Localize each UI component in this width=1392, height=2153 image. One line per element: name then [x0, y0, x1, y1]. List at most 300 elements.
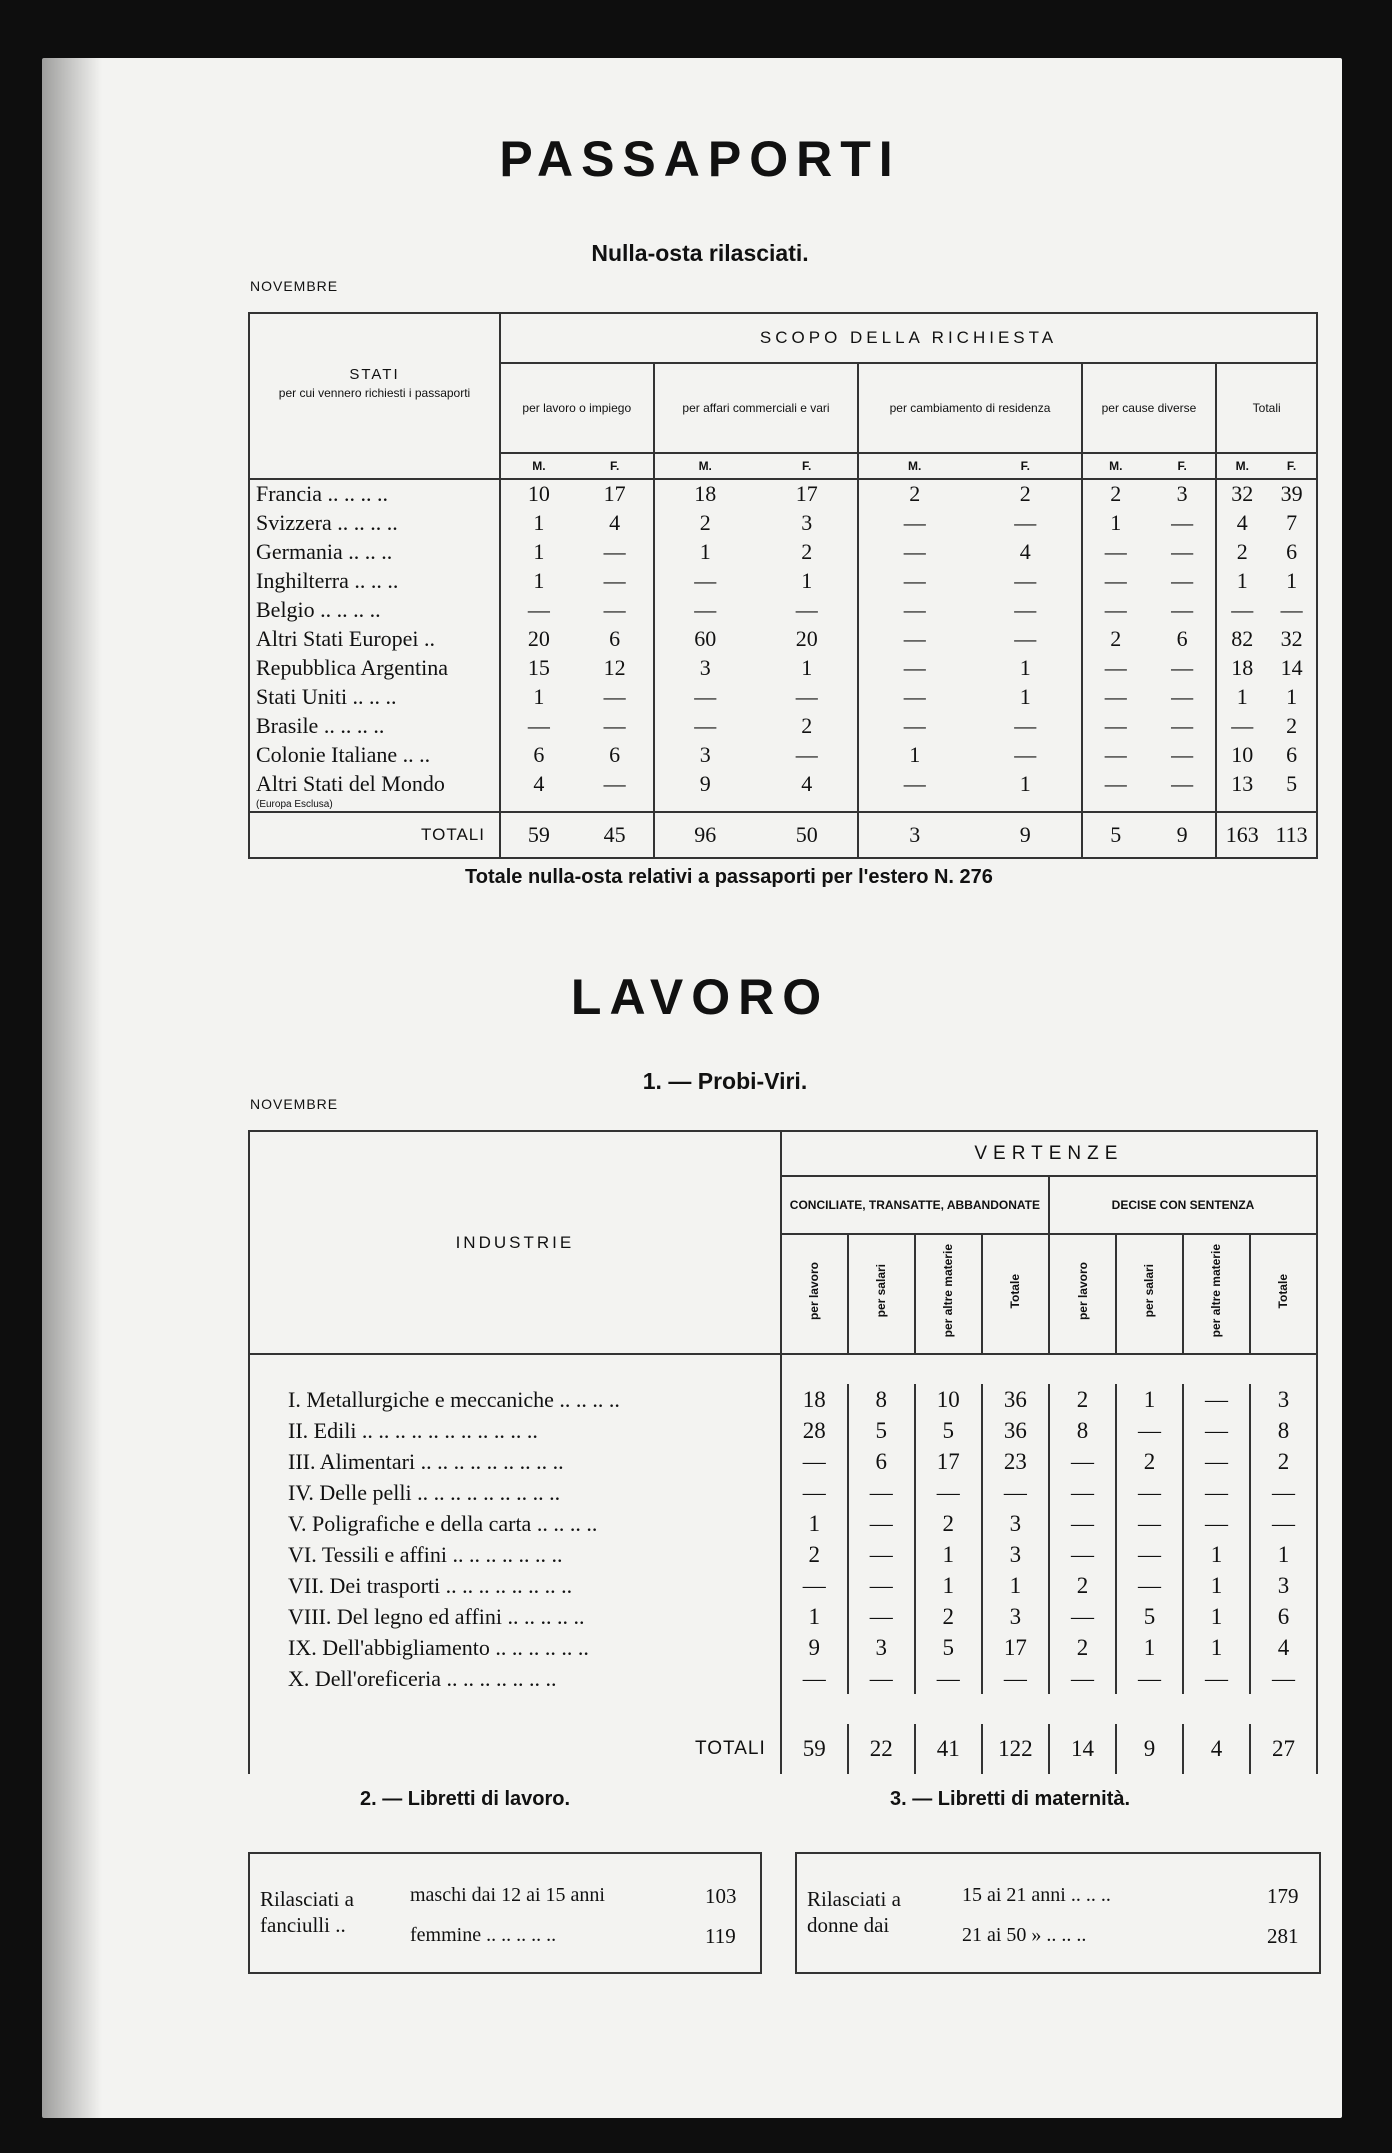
empty-cell	[500, 798, 577, 812]
industry-name: X. Dell'oreficeria .. .. .. .. .. .. ..	[249, 1663, 781, 1694]
cell-value: —	[1231, 596, 1254, 622]
libretti-lavoro-box	[248, 1852, 762, 1974]
cell-value: —	[970, 711, 1082, 740]
col-header-cell	[982, 1234, 1049, 1354]
cell-value: 17	[915, 1446, 982, 1477]
col-header-cell	[915, 1234, 982, 1354]
lavoro-month: NOVEMBRE	[250, 1096, 339, 1112]
country-name: Altri Stati del Mondo	[249, 769, 500, 798]
cell-value: 18	[781, 1384, 848, 1415]
libretti-lavoro-label: Rilasciati a fanciulli ..	[260, 1887, 354, 1937]
row2-label: 21 ai 50 » .. .. ..	[962, 1924, 1087, 1946]
cell-value: —	[1149, 653, 1216, 682]
cell-value: 1	[1183, 1601, 1250, 1632]
cell-value: 3	[982, 1539, 1049, 1570]
cell-value: 1	[1277, 1541, 1290, 1567]
row2-value: 281	[1267, 1924, 1299, 1948]
col-header: per altre materie	[941, 1244, 956, 1338]
table-row	[249, 1446, 1317, 1477]
cell-value: 18	[1231, 654, 1254, 680]
cell-value: —	[781, 1663, 848, 1694]
cell-value: 28	[781, 1415, 848, 1446]
cell-value: —	[527, 712, 550, 738]
cell-value: —	[848, 1539, 915, 1570]
cell-value: 32	[1280, 625, 1303, 651]
cell-value: —	[1104, 654, 1127, 680]
totali-label: TOTALI	[249, 1724, 781, 1774]
cell-value: 6	[1277, 1603, 1290, 1629]
table-row	[249, 1663, 1317, 1694]
cell-value: 6	[533, 741, 545, 767]
cell-value: —	[903, 596, 926, 622]
cell-value: —	[903, 625, 926, 651]
cell-value: —	[756, 740, 858, 769]
mf-label: M.	[1109, 459, 1123, 473]
cell-value: 1	[781, 1508, 848, 1539]
cell-value: 20	[756, 624, 858, 653]
cell-value: 2	[909, 481, 921, 506]
cell-value: 4	[970, 537, 1082, 566]
total-value: 122	[982, 1724, 1049, 1774]
cell-value: 2	[1049, 1384, 1116, 1415]
cell-value: 2	[915, 1508, 982, 1539]
note-row	[249, 798, 1317, 812]
table-row	[249, 566, 1317, 595]
mf-label: F.	[577, 453, 654, 479]
table-row	[249, 653, 1317, 682]
cell-value: —	[1149, 740, 1216, 769]
cell-value: 1	[533, 509, 545, 535]
cell-value: 2	[915, 1601, 982, 1632]
cell-value: —	[1116, 1539, 1183, 1570]
note: (Europa Esclusa)	[249, 798, 500, 812]
cell-value: 2	[1116, 1446, 1183, 1477]
cell-value: 1	[1286, 567, 1298, 593]
cell-value: —	[694, 712, 717, 738]
country-name: Francia .. .. .. ..	[249, 479, 500, 508]
passaporti-subtitle: Nulla-osta rilasciati.	[591, 240, 809, 266]
country-name: Brasile .. .. .. ..	[249, 711, 500, 740]
cell-value: 2	[970, 479, 1082, 508]
femmine-label: femmine .. .. .. .. ..	[410, 1924, 557, 1946]
cell-value: —	[970, 740, 1082, 769]
table-row	[249, 682, 1317, 711]
cell-value: —	[1104, 741, 1127, 767]
cell-value: 1	[699, 538, 711, 564]
cell-value: —	[1149, 537, 1216, 566]
industry-name: IV. Delle pelli .. .. .. .. .. .. .. .. ..	[249, 1477, 781, 1508]
cell-value: 1	[909, 741, 921, 767]
cell-value: —	[1116, 1663, 1183, 1694]
row1-value: 179	[1267, 1884, 1299, 1908]
cell-value: 3	[699, 654, 711, 680]
cell-value: —	[1049, 1663, 1116, 1694]
stati-subheader: per cui vennero richiesti i passaporti	[278, 385, 471, 400]
empty-cell	[654, 798, 756, 812]
country-name: Colonie Italiane .. ..	[249, 740, 500, 769]
cell-value: 9	[781, 1632, 848, 1663]
total-value: 27	[1271, 1736, 1295, 1761]
cell-value: 2	[1236, 538, 1248, 564]
cell-value: —	[577, 711, 654, 740]
cell-value: 1	[915, 1570, 982, 1601]
cell-value: —	[781, 1570, 848, 1601]
cell-value: 1	[1183, 1570, 1250, 1601]
cell-value: 1	[533, 683, 545, 709]
cell-value: 4	[577, 508, 654, 537]
cell-value: —	[848, 1601, 915, 1632]
cell-value: 39	[1280, 481, 1303, 506]
cell-value: 1	[970, 653, 1082, 682]
cell-value: —	[1271, 1510, 1295, 1536]
cell-value: —	[1049, 1508, 1116, 1539]
passaporti-footer: Totale nulla-osta relativi a passaporti per l'estero N. 276	[465, 866, 993, 888]
cell-value: —	[1280, 596, 1303, 622]
industry-name: VI. Tessili e affini .. .. .. .. .. .. ..	[249, 1539, 781, 1570]
col-header: per altre materie	[1209, 1244, 1224, 1338]
cell-value: 8	[848, 1384, 915, 1415]
cell-value: 15	[527, 654, 550, 680]
table-row	[249, 1539, 1317, 1570]
cell-value: 5	[1286, 770, 1298, 796]
cell-value: —	[848, 1570, 915, 1601]
total-value: 5	[1110, 822, 1122, 847]
total-value: 59	[781, 1724, 848, 1774]
cell-value: —	[577, 595, 654, 624]
industry-name: IX. Dell'abbigliamento .. .. .. .. .. ..	[249, 1632, 781, 1663]
cell-value: 4	[756, 769, 858, 798]
mf-spacer	[249, 453, 500, 479]
col-header-cell	[781, 1234, 848, 1354]
cell-value: 23	[982, 1446, 1049, 1477]
cell-value: 1	[915, 1539, 982, 1570]
industry-name: II. Edili .. .. .. .. .. .. .. .. .. .. ..	[249, 1415, 781, 1446]
empty-cell	[1216, 798, 1267, 812]
cell-value: 13	[1231, 770, 1254, 796]
total-value: 9	[1116, 1724, 1183, 1774]
cell-value: —	[1183, 1415, 1250, 1446]
mf-label: F.	[1149, 453, 1216, 479]
cell-value: —	[970, 595, 1082, 624]
cell-value: 1	[970, 769, 1082, 798]
libretti-maternita-label: Rilasciati a donne dai	[807, 1887, 901, 1937]
industry-name: VIII. Del legno ed affini .. .. .. .. ..	[249, 1601, 781, 1632]
totali-label: TOTALI	[249, 812, 500, 858]
table-row	[249, 711, 1317, 740]
cell-value: —	[577, 537, 654, 566]
scopo-header: SCOPO DELLA RICHIESTA	[500, 313, 1317, 363]
cell-value: —	[1116, 1508, 1183, 1539]
col-header-cell	[1049, 1234, 1116, 1354]
cell-value: 5	[1116, 1601, 1183, 1632]
cell-value: 6	[1286, 538, 1298, 564]
cell-value: 3	[756, 508, 858, 537]
cell-value: 8	[1277, 1417, 1290, 1443]
cell-value: —	[756, 595, 858, 624]
cell-value: 1	[1116, 1632, 1183, 1663]
cell-value: 10	[915, 1384, 982, 1415]
cell-value: —	[1104, 683, 1127, 709]
cell-value: —	[1149, 711, 1216, 740]
cell-value: 20	[527, 625, 550, 651]
libretti-maternita-box	[795, 1852, 1321, 1974]
cell-value: 2	[1286, 712, 1298, 738]
empty-cell	[1267, 798, 1317, 812]
passaporti-title: PASSAPORTI	[499, 131, 901, 187]
libretti-maternita-title: 3. — Libretti di maternità.	[890, 1788, 1131, 1810]
table-row	[249, 1415, 1317, 1446]
cell-value: —	[1271, 1665, 1295, 1691]
country-name: Altri Stati Europei ..	[249, 624, 500, 653]
cell-value: —	[982, 1477, 1049, 1508]
cell-value: 2	[781, 1539, 848, 1570]
cell-value: 6	[577, 624, 654, 653]
cell-value: 1	[533, 538, 545, 564]
group-conciliate: CONCILIATE, TRANSATTE, ABBANDONATE	[781, 1176, 1049, 1234]
lavoro-subtitle: 1. — Probi-Viri.	[642, 1068, 808, 1094]
empty-cell	[1149, 798, 1216, 812]
cell-value: 3	[1277, 1386, 1290, 1412]
cell-value: 3	[1277, 1572, 1290, 1598]
cell-value: —	[1104, 538, 1127, 564]
cell-value: —	[1149, 769, 1216, 798]
group-header-1: per affari commerciali e vari	[654, 363, 859, 453]
row1-label: 15 ai 21 anni .. .. ..	[962, 1884, 1111, 1906]
mf-label: F.	[756, 453, 858, 479]
group-header-3: per cause diverse	[1082, 363, 1217, 453]
total-value: 41	[915, 1724, 982, 1774]
vertenze-header: VERTENZE	[781, 1131, 1317, 1176]
cell-value: —	[982, 1663, 1049, 1694]
cell-value: 3	[699, 741, 711, 767]
total-value: 96	[694, 822, 717, 847]
table-row	[249, 1508, 1317, 1539]
total-value: 4	[1183, 1724, 1250, 1774]
industry-name: I. Metallurgiche e meccaniche .. .. .. ..	[249, 1384, 781, 1415]
cell-value: —	[1104, 712, 1127, 738]
total-value: 22	[848, 1724, 915, 1774]
total-value: 9	[1149, 812, 1216, 858]
total-value: 45	[577, 812, 654, 858]
total-value: 9	[970, 812, 1082, 858]
table-row	[249, 769, 1317, 798]
cell-value: —	[903, 770, 926, 796]
cell-value: 4	[533, 770, 545, 796]
cell-value: 1	[1286, 683, 1298, 709]
cell-value: 18	[694, 481, 717, 506]
total-value: 59	[527, 822, 550, 847]
table-row	[249, 740, 1317, 769]
mf-label: M.	[532, 459, 546, 473]
cell-value: —	[781, 1477, 848, 1508]
cell-value: 82	[1231, 625, 1254, 651]
cell-value: 1	[1110, 509, 1122, 535]
cell-value: 17	[982, 1632, 1049, 1663]
empty-cell	[756, 798, 858, 812]
cell-value: —	[1271, 1479, 1295, 1505]
table-row	[249, 1570, 1317, 1601]
col-header: per lavoro	[1075, 1261, 1090, 1321]
cell-value: 1	[982, 1570, 1049, 1601]
empty-cell	[858, 798, 970, 812]
cell-value: 10	[527, 481, 550, 506]
industrie-header: INDUSTRIE	[249, 1131, 781, 1354]
total-value: 3	[909, 822, 921, 847]
cell-value: 2	[1049, 1632, 1116, 1663]
cell-value: 7	[1286, 509, 1298, 535]
cell-value: 17	[756, 479, 858, 508]
total-value: 50	[756, 812, 858, 858]
maschi-value: 103	[705, 1884, 737, 1908]
cell-value: —	[848, 1663, 915, 1694]
country-name: Belgio .. .. .. ..	[249, 595, 500, 624]
cell-value: 9	[699, 770, 711, 796]
cell-value: —	[527, 596, 550, 622]
cell-value: 8	[1049, 1415, 1116, 1446]
passaporti-table	[248, 312, 1318, 859]
cell-value: —	[903, 712, 926, 738]
cell-value: —	[756, 682, 858, 711]
cell-value: —	[1104, 567, 1127, 593]
cell-value: —	[1104, 770, 1127, 796]
cell-value: —	[1183, 1508, 1250, 1539]
libretti-lavoro-title: 2. — Libretti di lavoro.	[360, 1788, 571, 1810]
cell-value: —	[694, 596, 717, 622]
col-header: Totale	[1276, 1273, 1291, 1309]
mf-label: M.	[1235, 459, 1249, 473]
cell-value: 3	[1149, 479, 1216, 508]
cell-value: 36	[982, 1415, 1049, 1446]
cell-value: 1	[1236, 683, 1248, 709]
cell-value: —	[694, 567, 717, 593]
mf-label: M.	[908, 459, 922, 473]
empty-cell	[970, 798, 1082, 812]
cell-value: —	[1183, 1663, 1250, 1694]
cell-value: 1	[1183, 1632, 1250, 1663]
cell-value: —	[1183, 1446, 1250, 1477]
total-value: 14	[1049, 1724, 1116, 1774]
country-name: Svizzera .. .. .. ..	[249, 508, 500, 537]
lavoro-title: LAVORO	[570, 969, 830, 1025]
cell-value: 3	[982, 1601, 1049, 1632]
cell-value: 1	[970, 682, 1082, 711]
femmine-value: 119	[705, 1924, 736, 1948]
cell-value: —	[1049, 1446, 1116, 1477]
cell-value: 4	[1236, 509, 1248, 535]
cell-value: —	[848, 1508, 915, 1539]
group-header-4: Totali	[1216, 363, 1317, 453]
cell-value: 2	[756, 537, 858, 566]
cell-value: 4	[1277, 1634, 1290, 1660]
group-header-2: per cambiamento di residenza	[858, 363, 1081, 453]
col-header-cell	[1183, 1234, 1250, 1354]
cell-value: 2	[1110, 625, 1122, 651]
cell-value: —	[1183, 1384, 1250, 1415]
table-row	[249, 1601, 1317, 1632]
total-value: 113	[1275, 822, 1308, 847]
country-name: Repubblica Argentina	[249, 653, 500, 682]
cell-value: —	[903, 538, 926, 564]
cell-value: 1	[1183, 1539, 1250, 1570]
cell-value: 1	[1116, 1384, 1183, 1415]
cell-value: —	[1149, 682, 1216, 711]
col-header: Totale	[1008, 1273, 1023, 1309]
cell-value: —	[1149, 508, 1216, 537]
col-header: per salari	[1142, 1264, 1157, 1318]
cell-value: —	[577, 566, 654, 595]
cell-value: —	[1049, 1601, 1116, 1632]
cell-value: 1	[756, 653, 858, 682]
cell-value: 12	[577, 653, 654, 682]
cell-value: 1	[756, 566, 858, 595]
col-header-cell	[1250, 1234, 1317, 1354]
cell-value: —	[1183, 1477, 1250, 1508]
table-row	[249, 1384, 1317, 1415]
cell-value: —	[1149, 595, 1216, 624]
table-row	[249, 508, 1317, 537]
industry-name: VII. Dei trasporti .. .. .. .. .. .. .. ..	[249, 1570, 781, 1601]
cell-value: —	[903, 654, 926, 680]
cell-value: 1	[1236, 567, 1248, 593]
cell-value: —	[1149, 566, 1216, 595]
cell-value: 32	[1231, 481, 1254, 506]
cell-value: —	[1116, 1415, 1183, 1446]
cell-value: 5	[848, 1415, 915, 1446]
empty-cell	[1082, 798, 1149, 812]
table-row	[249, 624, 1317, 653]
cell-value: —	[848, 1477, 915, 1508]
stati-header-cell	[249, 313, 500, 453]
cell-value: —	[1116, 1477, 1183, 1508]
cell-value: 6	[848, 1446, 915, 1477]
stati-header: STATI	[349, 365, 400, 383]
cell-value: 17	[577, 479, 654, 508]
table-row	[249, 1477, 1317, 1508]
cell-value: —	[970, 566, 1082, 595]
cell-value: 5	[915, 1632, 982, 1663]
cell-value: —	[903, 509, 926, 535]
country-name: Inghilterra .. .. ..	[249, 566, 500, 595]
cell-value: —	[1116, 1570, 1183, 1601]
cell-value: 10	[1231, 741, 1254, 767]
cell-value: 5	[915, 1415, 982, 1446]
cell-value: —	[970, 624, 1082, 653]
cell-value: 3	[848, 1632, 915, 1663]
cell-value: —	[903, 567, 926, 593]
country-name: Stati Uniti .. .. ..	[249, 682, 500, 711]
group-decise: DECISE CON SENTENZA	[1049, 1176, 1317, 1234]
table-row	[249, 537, 1317, 566]
cell-value: —	[694, 683, 717, 709]
maschi-label: maschi dai 12 ai 15 anni	[410, 1884, 605, 1906]
cell-value: 2	[1110, 481, 1122, 506]
cell-value: —	[577, 682, 654, 711]
cell-value: 6	[1286, 741, 1298, 767]
cell-value: 36	[982, 1384, 1049, 1415]
country-name: Germania .. .. ..	[249, 537, 500, 566]
mf-label: M.	[698, 459, 712, 473]
table-row	[249, 1632, 1317, 1663]
cell-value: —	[1049, 1477, 1116, 1508]
cell-value: —	[915, 1663, 982, 1694]
cell-value: 60	[694, 625, 717, 651]
cell-value: —	[903, 683, 926, 709]
cell-value: —	[577, 769, 654, 798]
empty-cell	[577, 798, 654, 812]
cell-value: 6	[577, 740, 654, 769]
group-header-0: per lavoro o impiego	[500, 363, 654, 453]
col-header-cell	[1116, 1234, 1183, 1354]
